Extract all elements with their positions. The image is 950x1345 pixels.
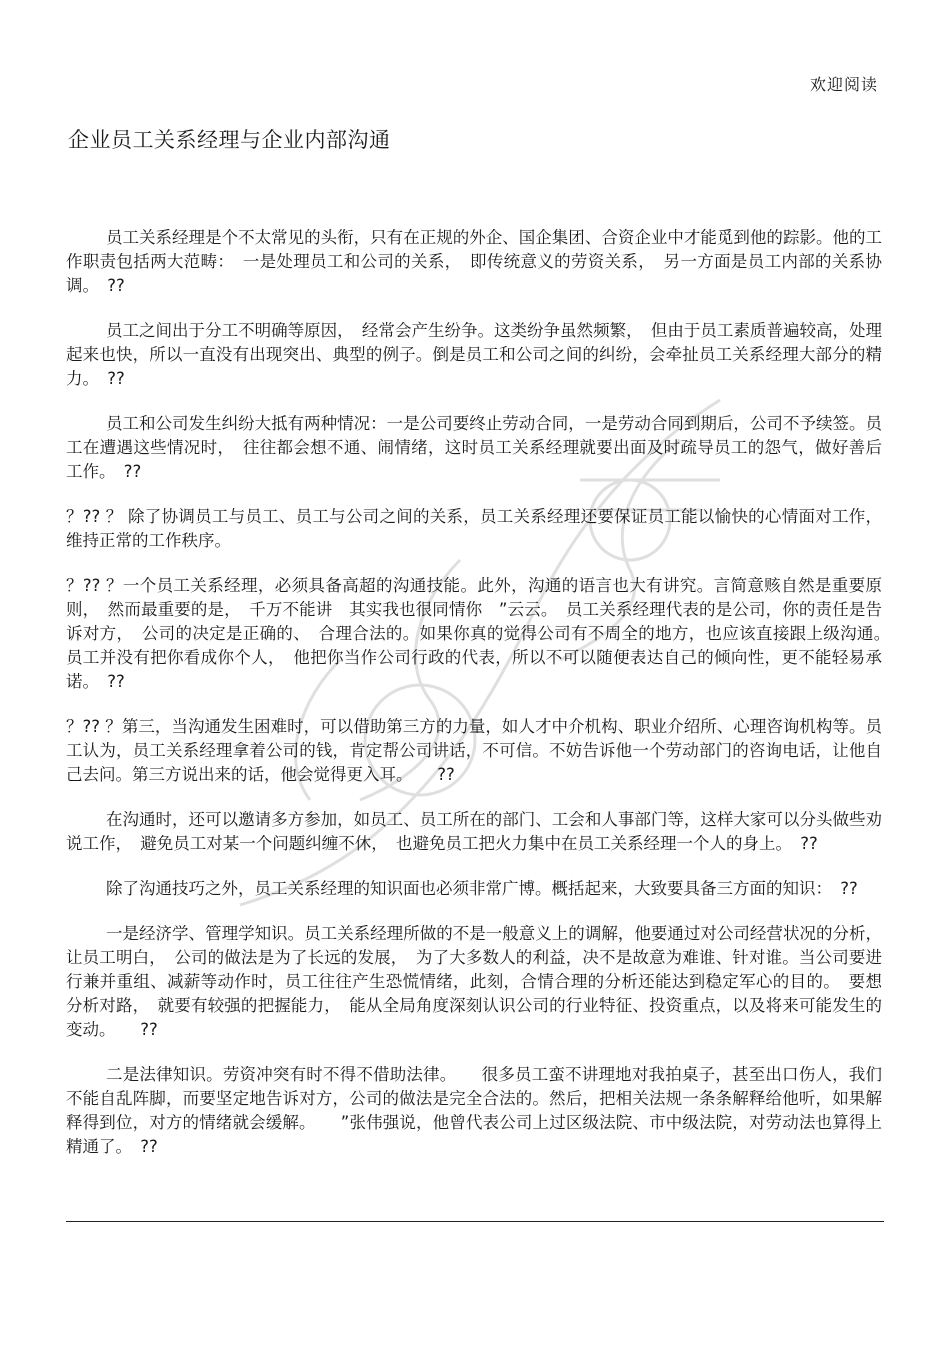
paragraph: 员工关系经理是个不太常见的头衔，只有在正规的外企、国企集团、合资企业中才能觅到他的踪影。他的工作职责包括两大范畴： 一是处理员工和公司的关系， 即传统意义的劳资关系， 另一方面是员工内部的关系协调。 ?? xyxy=(66,228,882,295)
header-note: 欢迎阅读 xyxy=(809,75,878,94)
paragraph: ？?? ？ 除了协调员工与员工、员工与公司之间的关系，员工关系经理还要保证员工能以愉快的心情面对工作，维持正常的工作秩序。 xyxy=(66,507,882,550)
paragraph: ？?? ？一个员工关系经理，必须具备高超的沟通技能。此外，沟通的语言也大有讲究。言简意赅自然是重要原则， 然而最重要的是， 千万不能讲 其实我也很同情你 ”云云。 员工关系经理代表的是公司，你的责任是告诉对方， 公司的决定是正确的、 合理合法的。如果你真的觉得公司有不周全的地方，也应该直接跟上级沟通。 员工并没有把你看成你个人， 他把你当作公司行政的代表，所以不可以随便表达自己的倾向性，更不能轻易承诺。 ?? xyxy=(66,576,899,691)
body-text xyxy=(66,226,899,1180)
paragraph: 除了沟通技巧之外，员工关系经理的知识面也必须非常广博。概括起来，大致要具备三方面的知识： ?? xyxy=(106,879,858,898)
paragraph: 员工和公司发生纠纷大抵有两种情况：一是公司要终止劳动合同，一是劳动合同到期后，公司不予续签。员工在遭遇这些情况时， 往往都会想不通、闹情绪，这时员工关系经理就要出面及时疏导员工的怨气，做好善后工作。 ?? xyxy=(66,414,882,481)
footer-divider xyxy=(66,1221,884,1222)
paragraph: 一是经济学、管理学知识。员工关系经理所做的不是一般意义上的调解，他要通过对公司经营状况的分析，让员工明白， 公司的做法是为了长远的发展， 为了大多数人的利益，决不是故意为难谁、针对谁。当公司要进行兼并重组、减薪等动作时，员工往往产生恐慌情绪，此刻，合情合理的分析还能达到稳定军心的目的。 要想分析对路， 就要有较强的把握能力， 能从全局角度深刻认识公司的行业特征、投资重点，以及将来可能发生的变动。 ?? xyxy=(66,924,882,1039)
paragraph: 员工之间出于分工不明确等原因， 经常会产生纷争。这类纷争虽然频繁， 但由于员工素质普遍较高，处理起来也快，所以一直没有出现突出、典型的例子。倒是员工和公司之间的纠纷，会牵扯员工关系经理大部分的精力。 ?? xyxy=(66,321,882,388)
paragraph: 二是法律知识。劳资冲突有时不得不借助法律。 很多员工蛮不讲理地对我拍桌子，甚至出口伤人，我们不能自乱阵脚，而要坚定地告诉对方，公司的做法是完全合法的。然后，把相关法规一条条解释给他听，如果解释得到位，对方的情绪就会缓解。 ”张伟强说，他曾代表公司上过区级法院、市中级法院，对劳动法也算得上精通了。 ?? xyxy=(66,1065,882,1156)
paragraph: 在沟通时，还可以邀请多方参加，如员工、员工所在的部门、工会和人事部门等，这样大家可以分头做些劝说工作， 避免员工对某一个问题纠缠不休， 也避免员工把火力集中在员工关系经理一个人的身上。 ?? xyxy=(66,810,882,853)
document-title: 企业员工关系经理与企业内部沟通 xyxy=(68,128,391,152)
paragraph: ？?? ？第三，当沟通发生困难时，可以借助第三方的力量，如人才中介机构、职业介绍所、心理咨询机构等。员工认为，员工关系经理拿着公司的钱，肯定帮公司讲话，不可信。不妨告诉他一个劳动部门的咨询电话，让他自己去问。第三方说出来的话，他会觉得更入耳。 ?? xyxy=(66,717,882,784)
